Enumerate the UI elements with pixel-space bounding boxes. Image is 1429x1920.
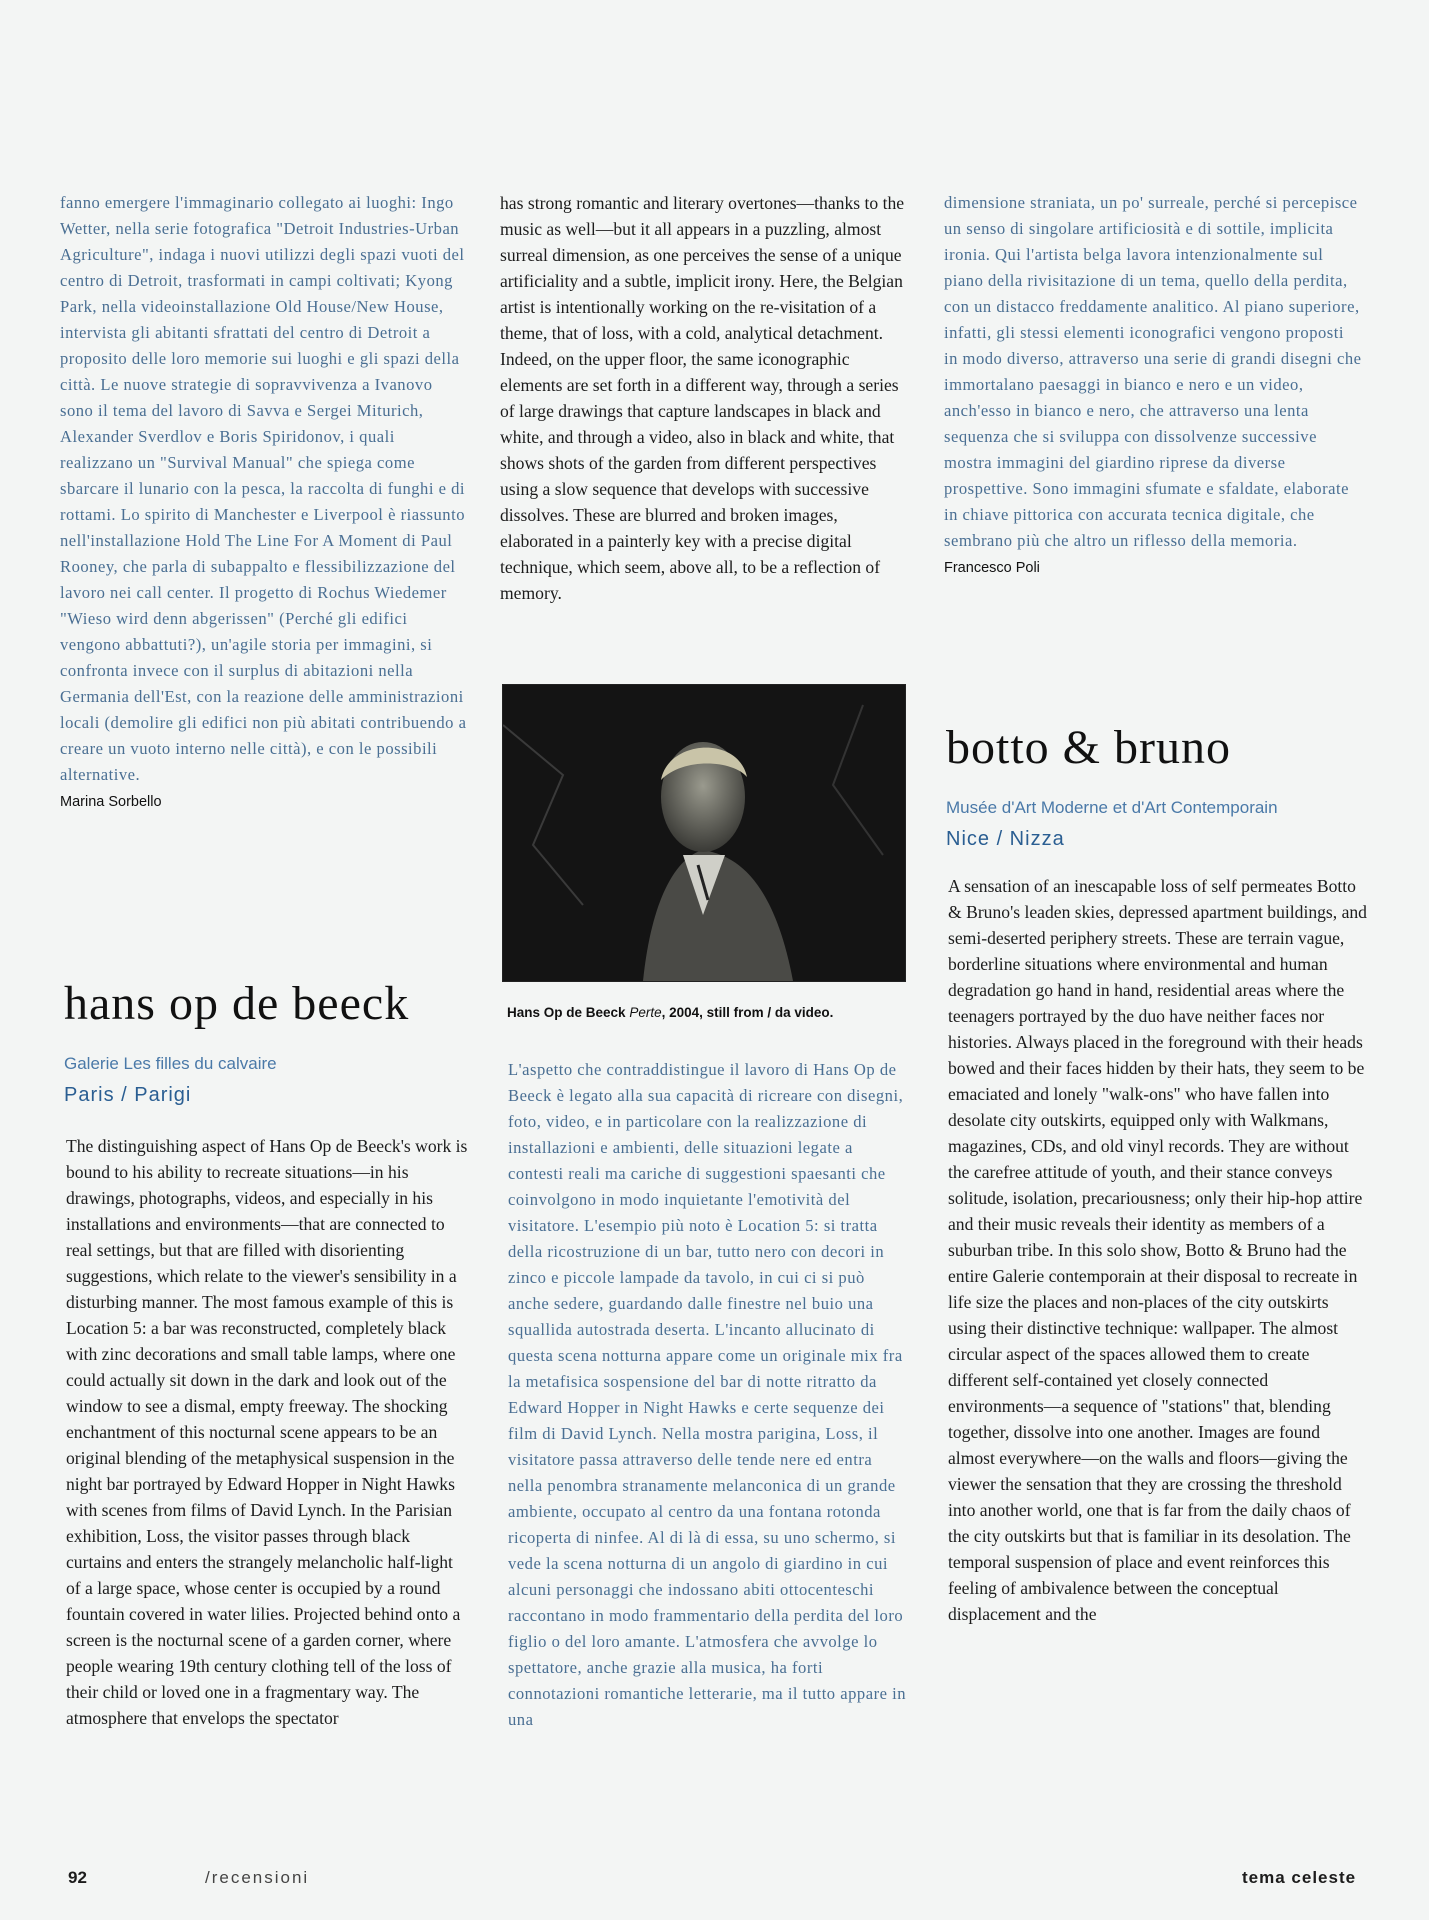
signature-author: Marina Sorbello [60,794,162,810]
italian-text-body: L'aspetto che contraddistingue il lavoro di Hans Op de Beeck è legato alla sua capacità di ricreare con disegni, foto, video, e in particolare con la realizzazione di installazioni e ambienti, delle situazioni legate a contesti reali ma cariche di suggestioni spaesanti che coinvolgono in modo inquietante l'emotività del visitatore. L'esempio più noto è Location 5: si tratta della ricostruzione di un bar, tutto nero con decori in zinco e piccole lampade da tavolo, in cui ci si può anche sedere, guardando dalle finestre nel buio una squallida autostrada deserta. L'incanto allucinato di questa scena notturna appare come un originale mix fra la metafisica sospensione del bar di notte ritratto da Edward Hopper in Night Hawks e certe sequenze dei film di David Lynch. Nella mostra parigina, Loss, il visitatore passa attraverso delle tende nere ed entra nella penombra stranamente melanconica di un grande ambiente, occupato al centro da una fontana rotonda ricoperta di ninfee. Al di là di essa, su uno schermo, si vede la scena notturna di un angolo di giardino in cui alcuni personaggi che indossano abiti ottocenteschi raccontano in modo frammentario della perdita del loro figlio o del loro amante. L'atmosfera che avvolge lo spettatore, anche grazie alla musica, ha forti connotazioni romantiche letterarie, ma il tutto appare in una [508,1060,907,1729]
venue-name: Galerie Les filles du calvaire [64,1054,277,1073]
article-header-botto [946,721,1376,851]
magazine-name: tema celeste [1242,1868,1357,1887]
caption-title: Perte [629,1005,662,1020]
english-text-body: The distinguishing aspect of Hans Op de Beeck's work is bound to his ability to recreate situations—in his drawings, photographs, videos, and especially in his installations and environments—that are connected to real settings, but that are filled with disorienting suggestions, which relate to the viewer's sensibility in a disturbing manner. The most famous example of this is Location 5: a bar was reconstructed, completely black with zinc decorations and small table lamps, where one could actually sit down in the dark and look out of the window to see a dismal, empty freeway. The shocking enchantment of this nocturnal scene appears to be an original blending of the metaphysical suspension in the night bar portrayed by Edward Hopper in Night Hawks with scenes from films of David Lynch. In the Parisian exhibition, Loss, the visitor passes through black curtains and enters the strangely melancholic half-light of a large space, whose center is occupied by a round fountain covered in water lilies. Projected behind onto a screen is the nocturnal scene of a garden corner, where people wearing 19th century clothing tell of the loss of their child or loved one in a fragmentary way. The atmosphere that envelops the spectator [66,1136,468,1728]
english-text-botto [948,873,1368,1627]
english-text-continued: has strong romantic and literary overtones—thanks to the music as well—but it all appears in a puzzling, almost surreal dimension, as one perceives the sense of a unique artificiality and a subtle, implicit irony. Here, the Belgian artist is intentionally working on the re-visitation of a theme, that of loss, with a cold, analytical detachment. Indeed, on the upper floor, the same iconographic elements are set forth in a different way, through a series of large drawings that capture landscapes in black and white, and through a video, also in black and white, that shows shots of the garden from different perspectives using a slow sequence that develops with successive dissolves. These are blurred and broken images, elaborated in a painterly key with a precise digital technique, which seem, above all, to be a reflection of memory. [500,193,905,603]
italian-text-continued: dimensione straniata, un po' surreale, perché si percepisce un senso di singolare artificiosità e di sottile, implicita ironia. Qui l'artista belga lavora intenzionalmente sul piano della rivisitazione di un tema, quello della perdita, con un distacco freddamente analitico. Al piano superiore, infatti, gli stessi elementi iconografici vengono proposti in modo diverso, attraverso una serie di grandi disegni che immortalano paesaggi in bianco e nero e un video, anch'esso in bianco e nero, che attraverso una lenta sequenza che si sviluppa con dissolvenze successive mostra immagini del giardino riprese da diverse prospettive. Sono immagini sfumate e sfaldate, elaborate in chiave pittorica con accurata tecnica digitale, che sembrano più che altro un riflesso della memoria. [944,193,1362,550]
page-number: 92 [68,1868,87,1887]
article-header-hans [64,977,484,1107]
english-text-body-2: A sensation of an inescapable loss of self permeates Botto & Bruno's leaden skies, depressed apartment buildings, and semi-deserted periphery streets. These are terrain vague, borderline situations where environmental and human degradation go hand in hand, residential areas where the teenagers portrayed by the duo have neither faces nor histories. Always placed in the foreground with their heads bowed and their faces hidden by their hats, they seem to be emaciated and lonely "walk-ons" who have fallen into desolate city outskirts, equipped only with Walkmans, magazines, CDs, and old vinyl records. They are without the carefree attitude of youth, and their stance conveys solitude, isolation, precariousness; only their hip-hop attire and their music reveals their identity as members of a suburban tribe. In this solo show, Botto & Bruno had the entire Galerie contemporain at their disposal to recreate in life size the places and non-places of the city outskirts using their distinctive technique: wallpaper. The almost circular aspect of the spaces allowed them to create different self-contained yet closely connected environments—a sequence of "stations" that, blending together, dissolve into one another. Images are found almost everywhere—on the walls and floors—giving the viewer the sensation that they are crossing the threshold into another world, one that is far from the daily chaos of the city outskirts but that is familiar in its desolation. The temporal suspension of place and event reinforces this feeling of ambivalence between the conceptual displacement and the [948,876,1367,1624]
caption-details: , 2004, still from / da video. [661,1005,834,1020]
video-still-photo [502,684,906,982]
portrait-illustration [503,685,905,981]
section-label: /recensioni [205,1868,310,1887]
photo-caption [507,1005,907,1020]
article-heading: hans op de beeck [64,977,410,1030]
city-name: Paris / Parigi [64,1084,192,1106]
column-3 [944,190,1362,576]
italian-text-intro: fanno emergere l'immaginario collegato ai luoghi: Ingo Wetter, nella serie fotografica "Detroit Industries-Urban Agriculture", indaga i nuovi utilizzi degli spazi vuoti del centro di Detroit, trasformati in campi coltivati; Kyong Park, nella videoinstallazione Old House/New House, intervista gli abitanti sfrattati del centro di Detroit a proposito delle loro memorie sui luoghi e gli spazi della città. Le nuove strategie di sopravvivenza a Ivanovo sono il tema del lavoro di Savva e Sergei Miturich, Alexander Sverdlov e Boris Spiridonov, i quali realizzano un "Survival Manual" che spiega come sbarcare il lunario con la pesca, la raccolta di funghi e di rottami. Lo spirito di Manchester e Liverpool è riassunto nell'installazione Hold The Line For A Moment di Paul Rooney, che parla di subappalto e flessibilizzazione del lavoro nei call center. Il progetto di Rochus Wiedemer "Wieso wird denn abgerissen" (Perché gli edifici vengono abbattuti?), un'agile storia per immagini, si confronta invece con il surplus di abitazioni nella Germania dell'Est, con la reazione delle amministrazioni locali (demolire gli edifici non più abitati contribuendo a creare un vuoto interno nelle città), e con le possibili alternative. [60,193,467,784]
column-2 [500,190,905,606]
signature-author-2: Francesco Poli [944,560,1040,576]
venue-name-2: Musée d'Art Moderne et d'Art Contemporain [946,798,1278,817]
column-1 [60,190,470,810]
city-name-2: Nice / Nizza [946,828,1065,850]
article-heading-2: botto & bruno [946,721,1231,774]
caption-artist: Hans Op de Beeck [507,1005,626,1020]
italian-text-hans [508,1057,908,1733]
english-text-hans [66,1133,470,1731]
